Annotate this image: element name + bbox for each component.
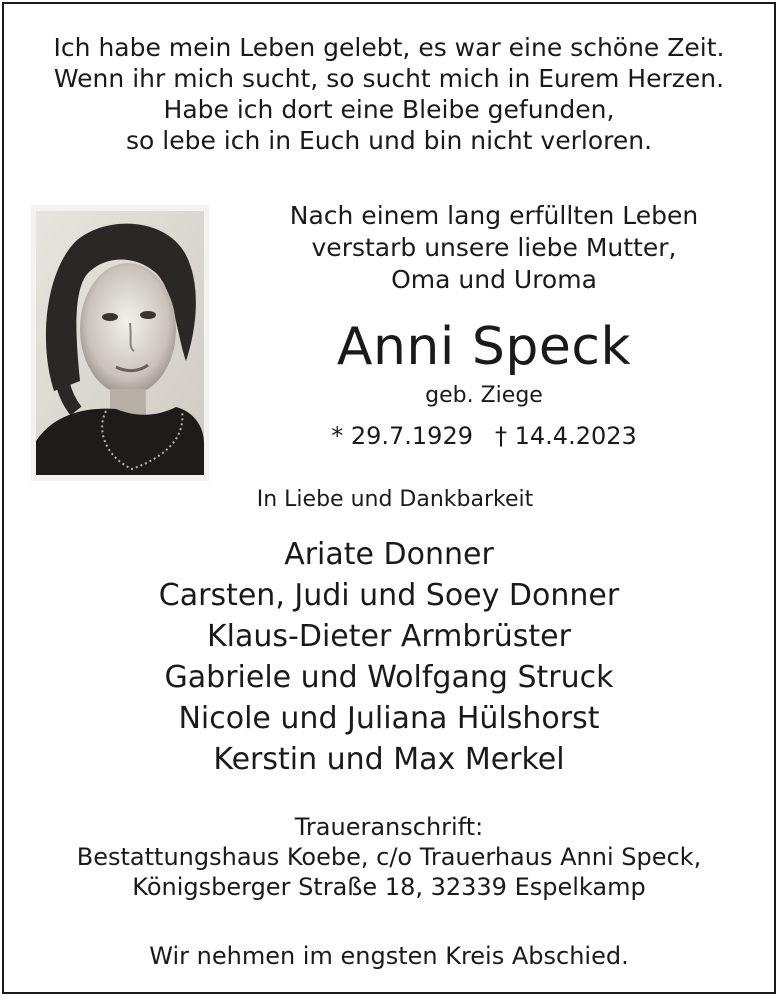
address-label: Traueranschrift:	[294, 813, 484, 841]
mourner-entry: Kerstin und Max Merkel	[213, 742, 565, 777]
address-line: Bestattungshaus Koebe, c/o Trauerhaus Anni Speck,	[76, 843, 702, 871]
death-date: † 14.4.2023	[495, 422, 637, 450]
address-line: Königsberger Straße 18, 32339 Espelkamp	[132, 873, 646, 901]
mourners-list	[4, 534, 774, 780]
mourner-entry: Carsten, Judi und Soey Donner	[158, 578, 620, 613]
death-announcement	[214, 200, 774, 296]
birth-name: geb. Ziege	[425, 383, 543, 408]
deceased-name: Anni Speck	[336, 317, 632, 377]
life-dates	[214, 421, 754, 451]
birth-date: * 29.7.1929	[331, 422, 473, 450]
mourner-entry: Klaus-Dieter Armbrüster	[207, 619, 571, 654]
poem-line: Ich habe mein Leben gelebt, es war eine schöne Zeit.	[53, 33, 725, 62]
mourner-entry: Ariate Donner	[284, 537, 494, 572]
poem-line: Habe ich dort eine Bleibe gefunden,	[163, 95, 615, 124]
portrait-photo	[31, 205, 209, 481]
farewell-note: Wir nehmen im engsten Kreis Abschied.	[149, 942, 629, 970]
announcement-line: Oma und Uroma	[391, 265, 597, 294]
obituary-notice	[2, 2, 776, 994]
poem	[4, 32, 774, 156]
condolence-address	[4, 812, 774, 902]
mourner-entry: Nicole und Juliana Hülshorst	[178, 701, 600, 736]
poem-line: so lebe ich in Euch und bin nicht verloren.	[125, 126, 653, 155]
announcement-line: verstarb unsere liebe Mutter,	[311, 233, 677, 262]
portrait-photo-icon	[36, 211, 204, 475]
mourner-entry: Gabriele und Wolfgang Struck	[164, 660, 614, 695]
thanks-line: In Liebe und Dankbarkeit	[256, 487, 534, 512]
poem-line: Wenn ihr mich sucht, so sucht mich in Eurem Herzen.	[53, 64, 725, 93]
announcement-line: Nach einem lang erfüllten Leben	[289, 201, 699, 230]
